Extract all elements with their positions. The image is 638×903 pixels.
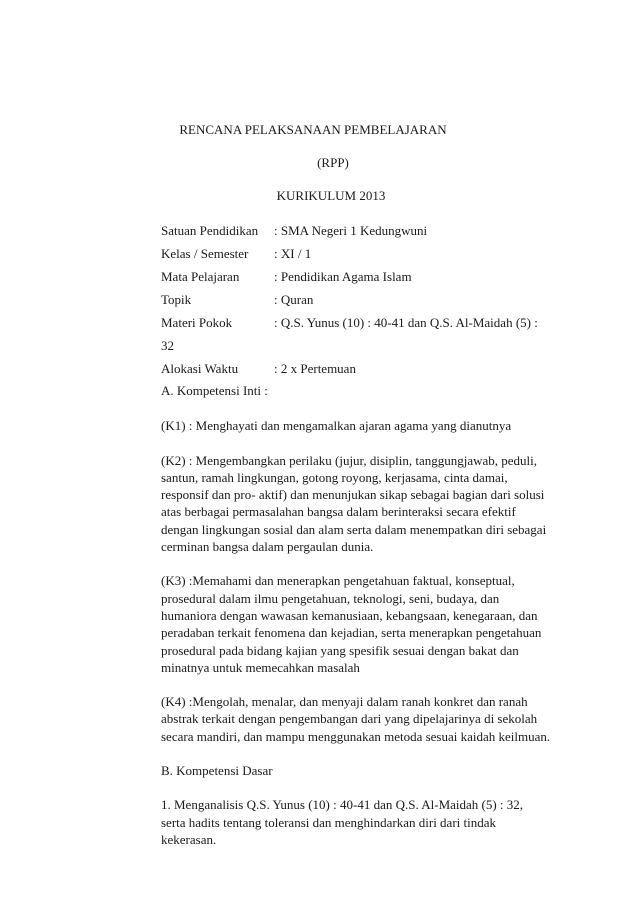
- identity-value: : Pendidikan Agama Islam: [274, 269, 412, 284]
- basic-competency-1: 1. Menganalisis Q.S. Yunus (10) : 40-41 dan Q.S. Al-Maidah (5) : 32, serta hadits tentang toleransi dan menghindarkan diri dari tindak kekerasan.: [161, 797, 524, 847]
- identity-value: : 2 x Pertemuan: [274, 361, 356, 376]
- identity-label: Kelas / Semester: [161, 246, 249, 261]
- core-competency-k2: (K2) : Mengembangkan perilaku (jujur, disiplin, tanggungjawab, peduli, santun, ramah lingkungan, gotong royong, kerjasama, cinta damai, responsif dan pro- aktif) dan menunjukan sikap sebagai bagian dari solusi atas berbagai permasalahan bangsa dalam berinteraksi secara efektif dengan lingkungan sosial dan alam serta dalam menempatkan diri sebagai cerminan bangsa dalam pergaulan dunia.: [161, 452, 547, 555]
- identity-label: Materi Pokok: [161, 315, 233, 330]
- identity-row-subject: [161, 265, 581, 288]
- section-a-heading: A. Kompetensi Inti :: [161, 383, 268, 398]
- identity-value: : Q.S. Yunus (10) : 40-41 dan Q.S. Al-Maidah (5) :: [274, 315, 538, 330]
- identity-table: [161, 219, 581, 380]
- identity-value: : Quran: [274, 292, 314, 307]
- identity-value: : SMA Negeri 1 Kedungwuni: [274, 223, 428, 238]
- identity-label: Alokasi Waktu: [161, 361, 239, 376]
- identity-row-time: [161, 357, 581, 380]
- identity-row-material: [161, 311, 581, 334]
- document-subtitle: (RPP): [317, 155, 349, 170]
- identity-label: Mata Pelajaran: [161, 269, 240, 284]
- document-title: RENCANA PELAKSANAAN PEMBELAJARAN: [179, 122, 447, 137]
- core-competency-k3: (K3) :Memahami dan menerapkan pengetahuan faktual, konseptual, prosedural dalam ilmu pengetahuan, teknologi, seni, budaya, dan humaniora dengan wawasan kemanusiaan, kebangsaan, kenegaraan, dan peradaban terkait fenomena dan kejadian, serta menerapkan pengetahuan prosedural pada bidang kajian yang spesifik sesuai dengan bakat dan minatnya untuk memecahkan masalah: [161, 573, 542, 675]
- identity-value: : XI / 1: [274, 246, 312, 261]
- identity-row-school: [161, 219, 581, 242]
- curriculum-label: KURIKULUM 2013: [276, 188, 386, 203]
- identity-row-class: [161, 242, 581, 265]
- core-competency-k1: (K1) : Menghayati dan mengamalkan ajaran agama yang dianutnya: [161, 418, 512, 434]
- document-body: [161, 382, 561, 848]
- identity-row-topic: [161, 288, 581, 311]
- identity-label: Satuan Pendidikan: [161, 223, 259, 238]
- identity-value-continuation: 32: [161, 338, 174, 353]
- section-b-heading: B. Kompetensi Dasar: [161, 763, 273, 779]
- identity-label: Topik: [161, 292, 192, 307]
- core-competency-k4: (K4) :Mengolah, menalar, dan menyaji dalam ranah konkret dan ranah abstrak terkait dengan pengembangan dari yang dipelajarinya di sekolah secara mandiri, dan mampu menggunakan metoda sesuai kaidah keilmuan.: [161, 694, 551, 744]
